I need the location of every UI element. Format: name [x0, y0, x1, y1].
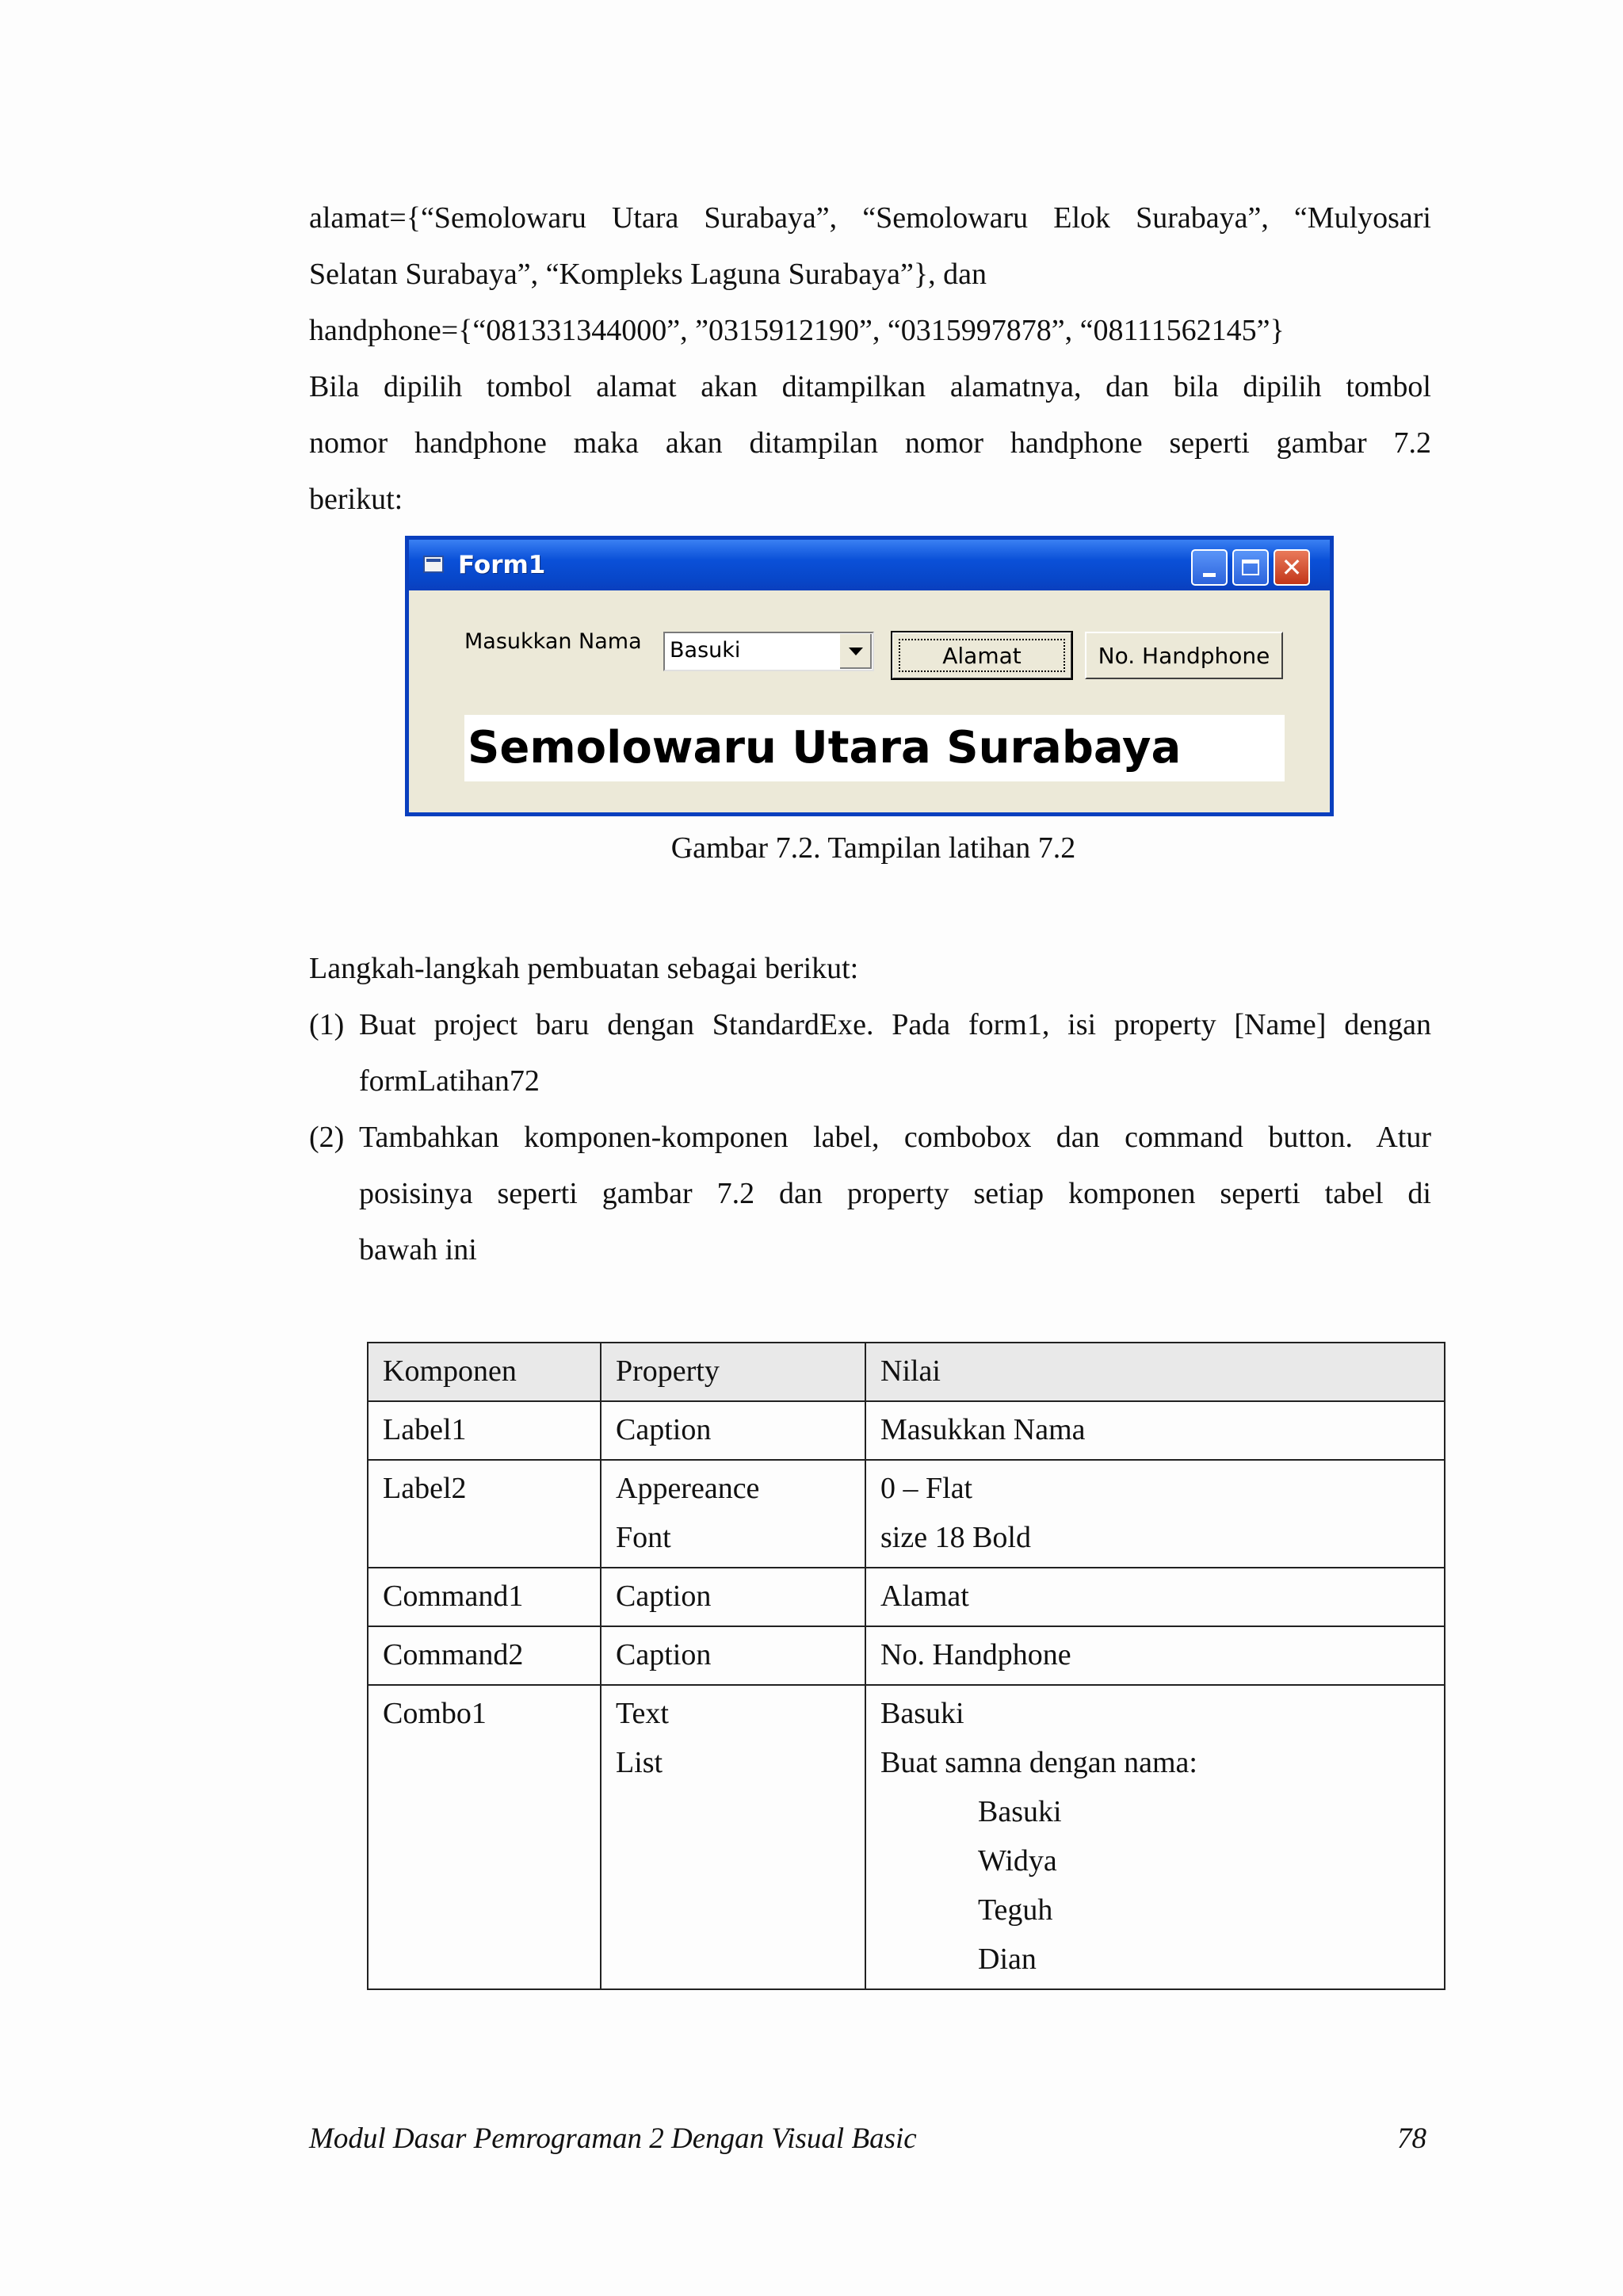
cell-line: Text: [616, 1697, 669, 1730]
cell-line: Font: [616, 1521, 671, 1554]
step-line: posisinya seperti gambar 7.2 dan property setiap komponen seperti tabel di: [359, 1177, 1431, 1210]
table-row: [368, 1460, 1445, 1568]
table-cell: [865, 1685, 1445, 1989]
table-cell: [601, 1685, 865, 1989]
footer-title: Modul Dasar Pemrograman 2 Dengan Visual Basic: [309, 2122, 917, 2155]
steps-intro: Langkah-langkah pembuatan sebagai berikut:: [309, 952, 859, 985]
cell-line: Appereance: [616, 1472, 760, 1505]
form-title: Form1: [458, 551, 546, 579]
step-line: Tambahkan komponen-komponen label, combobox dan command button. Atur: [359, 1121, 1431, 1154]
step-line: Buat project baru dengan StandardExe. Pada form1, isi property [Name] dengan: [359, 1008, 1431, 1041]
cell-line: Buat samna dengan nama:: [880, 1746, 1197, 1779]
handphone-button[interactable]: [1085, 632, 1283, 679]
cell-line: 0 – Flat: [880, 1472, 973, 1505]
table-row: [368, 1401, 1445, 1460]
intro-line: Bila dipilih tombol alamat akan ditampilkan alamatnya, dan bila dipilih tombol: [309, 370, 1431, 403]
nama-combobox[interactable]: [663, 632, 874, 671]
table-row: [368, 1568, 1445, 1626]
property-table: [367, 1342, 1445, 1990]
page-number: 78: [1397, 2122, 1426, 2155]
table-cell: Caption: [601, 1568, 865, 1626]
cell-line: size 18 Bold: [880, 1521, 1031, 1554]
table-cell: Combo1: [368, 1685, 601, 1989]
display-label: Semolowaru Utara Surabaya: [464, 715, 1285, 781]
form-screenshot: [405, 536, 1334, 816]
step-number: (2): [309, 1121, 345, 1154]
alamat-button[interactable]: [892, 632, 1072, 679]
table-cell: Label2: [368, 1460, 601, 1568]
chevron-down-icon[interactable]: [838, 634, 872, 669]
table-row: [368, 1626, 1445, 1685]
list-item: Teguh: [978, 1893, 1053, 1927]
table-header: Komponen: [368, 1343, 601, 1401]
table-cell: Label1: [368, 1401, 601, 1460]
alamat-button-label: Alamat: [942, 642, 1022, 669]
table-header-row: [368, 1343, 1445, 1401]
close-icon[interactable]: ✕: [1274, 549, 1310, 586]
focus-rectangle: [899, 639, 1065, 672]
list-item: Basuki: [978, 1795, 1062, 1828]
table-cell: [865, 1460, 1445, 1568]
maximize-icon[interactable]: [1232, 549, 1269, 586]
table-cell: Command2: [368, 1626, 601, 1685]
list-item: Dian: [978, 1943, 1037, 1976]
minimize-icon[interactable]: [1191, 549, 1228, 586]
table-cell: [601, 1460, 865, 1568]
intro-line: berikut:: [309, 483, 403, 516]
intro-line: nomor handphone maka akan ditampilan nomor handphone seperti gambar 7.2: [309, 426, 1431, 460]
list-item: Widya: [978, 1844, 1057, 1878]
table-cell: Command1: [368, 1568, 601, 1626]
combo-value: Basuki: [670, 638, 741, 663]
intro-paragraph: [309, 190, 1431, 528]
intro-line: alamat={“Semolowaru Utara Surabaya”, “Semolowaru Elok Surabaya”, “Mulyosari: [309, 201, 1431, 235]
table-cell: Masukkan Nama: [865, 1401, 1445, 1460]
form-titlebar: [409, 540, 1330, 590]
table-cell: Alamat: [865, 1568, 1445, 1626]
cell-line: Basuki: [880, 1697, 964, 1730]
form-app-icon: [423, 556, 444, 573]
intro-line: Selatan Surabaya”, “Kompleks Laguna Surabaya”}, dan: [309, 258, 987, 291]
table-row: [368, 1685, 1445, 1989]
masukkan-nama-label: Masukkan Nama: [464, 629, 642, 654]
page-footer: [309, 2122, 1426, 2156]
table-cell: Caption: [601, 1401, 865, 1460]
table-cell: No. Handphone: [865, 1626, 1445, 1685]
step-number: (1): [309, 1008, 345, 1041]
figure-caption: Gambar 7.2. Tampilan latihan 7.2: [670, 831, 1076, 865]
step-line: formLatihan72: [359, 1064, 540, 1098]
table-header: Property: [601, 1343, 865, 1401]
intro-line: handphone={“081331344000”, ”0315912190”, “0315997878”, “08111562145”}: [309, 314, 1285, 347]
handphone-button-label: No. Handphone: [1098, 642, 1270, 669]
cell-line: List: [616, 1746, 663, 1779]
table-header: Nilai: [865, 1343, 1445, 1401]
step-line: bawah ini: [359, 1233, 477, 1266]
table-cell: Caption: [601, 1626, 865, 1685]
